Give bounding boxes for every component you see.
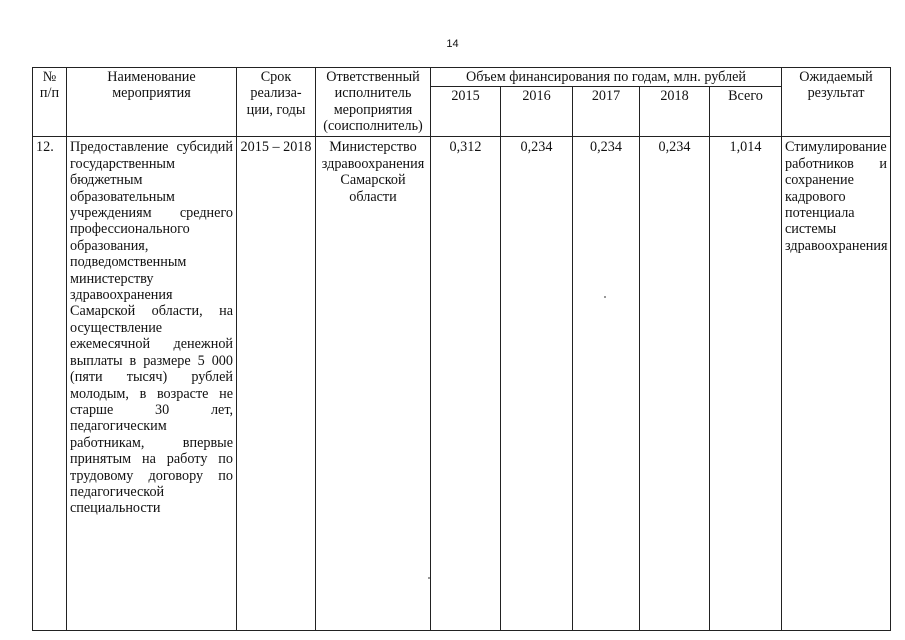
financing-table	[32, 67, 891, 631]
table-row	[33, 137, 891, 631]
header-year-2016: 2016	[501, 87, 573, 137]
header-name: Наименование мероприятия	[67, 68, 237, 137]
row-name: Предоставление субсидий государственным бюджетным образовательным учреждениям среднего профессионального образования, подведомственным министерству здравоохранения Самарской области, на осуществление ежемесячной денежной выплаты в размере 5 000 (пяти тысяч) рублей молодым, в возрасте не старше 30 лет, педагогическим работникам, впервые принятым на работу по трудовому договору по педагогической специальности	[67, 137, 237, 631]
row-value-2016: 0,234	[501, 137, 573, 631]
row-value-2017: 0,234	[573, 137, 640, 631]
scan-speck	[604, 296, 606, 298]
page-number: 14	[446, 38, 459, 50]
header-term: Срок реализа-ции, годы	[237, 68, 316, 137]
row-term: 2015 – 2018	[237, 137, 316, 631]
row-number: 12.	[33, 137, 67, 631]
row-executor: Министерство здравоохранения Самарской области	[316, 137, 431, 631]
header-total: Всего	[710, 87, 782, 137]
scan-speck	[428, 577, 430, 579]
row-result: Стимулирование работников и сохранение кадрового потенциала системы здравоохранения	[782, 137, 891, 631]
header-year-2015: 2015	[431, 87, 501, 137]
header-executor: Ответственный исполнитель мероприятия (соисполнитель)	[316, 68, 431, 137]
row-value-2015: 0,312	[431, 137, 501, 631]
row-value-2018: 0,234	[640, 137, 710, 631]
header-year-2018: 2018	[640, 87, 710, 137]
header-year-2017: 2017	[573, 87, 640, 137]
row-value-total: 1,014	[710, 137, 782, 631]
header-financing: Объем финансирования по годам, млн. рублей	[431, 68, 782, 87]
table-header-row-1	[33, 68, 891, 87]
header-result: Ожидаемый результат	[782, 68, 891, 137]
header-no: № п/п	[33, 68, 67, 137]
